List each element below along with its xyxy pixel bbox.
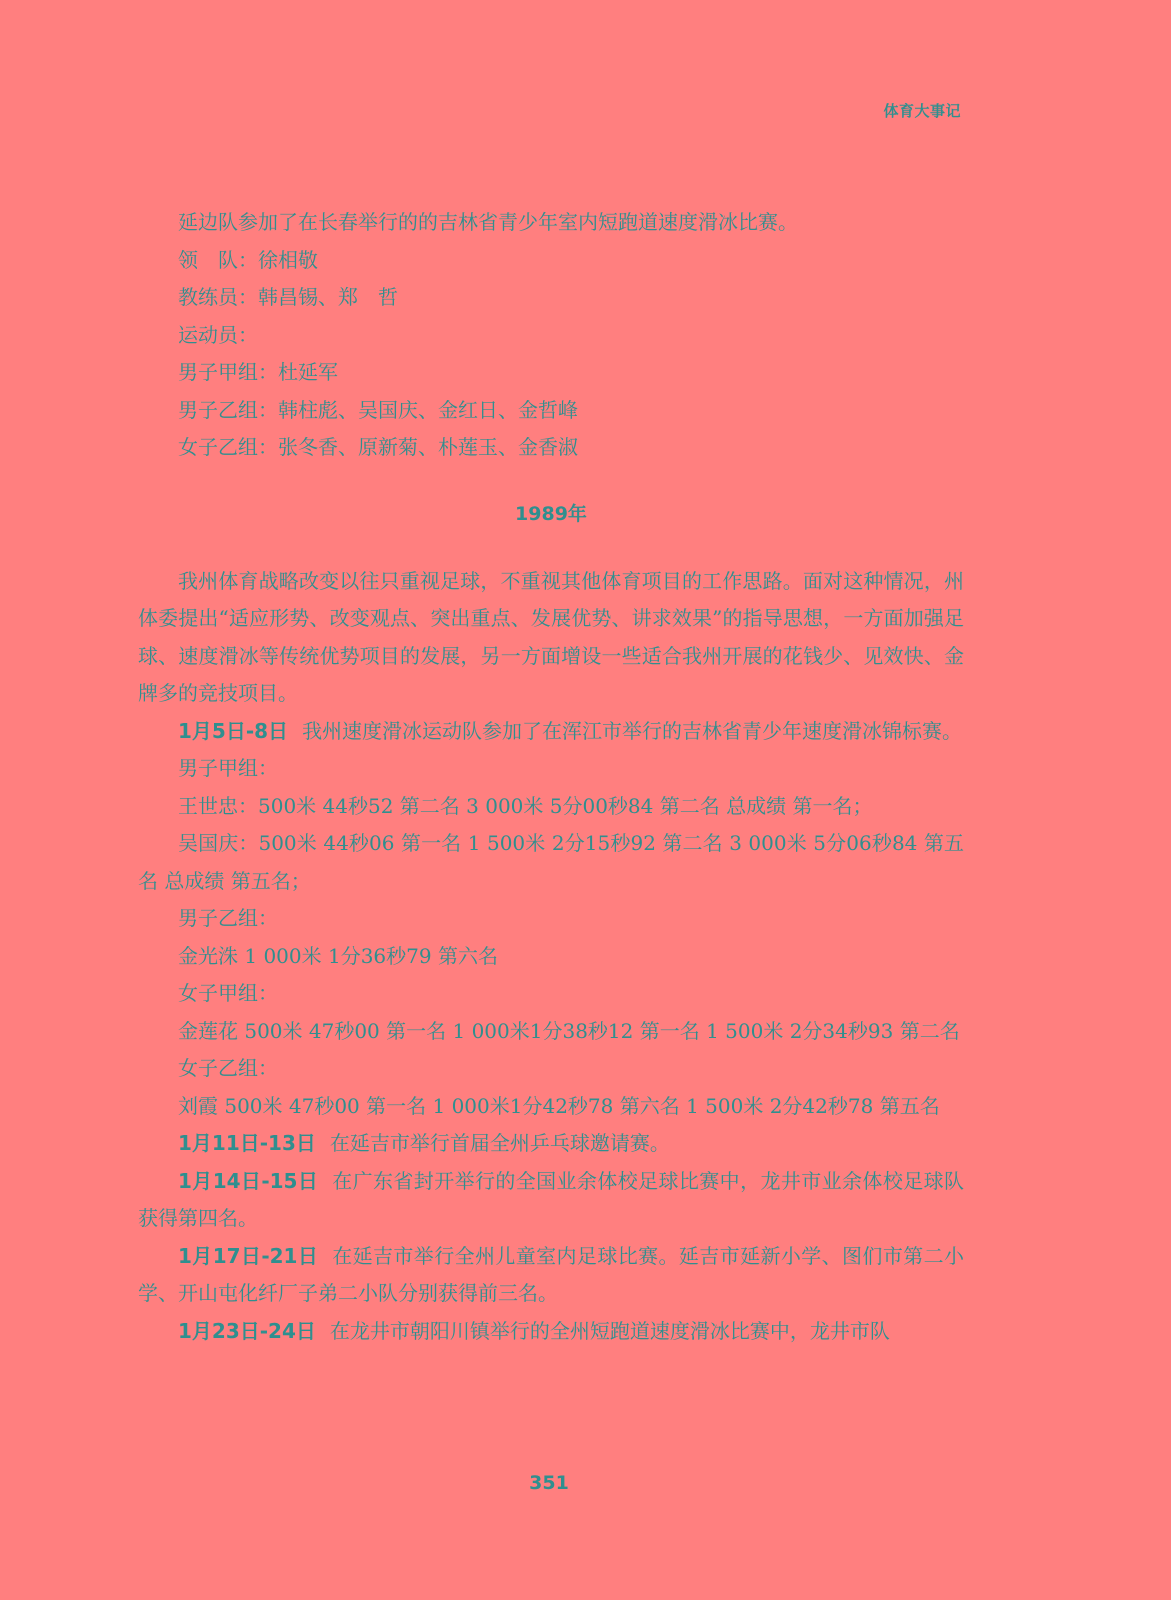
- event-paragraph: [138, 1238, 964, 1313]
- event-text: 我州速度滑冰运动队参加了在浑江市举行的吉林省青少年速度滑冰锦标赛。: [302, 718, 963, 743]
- event-text: 在广东省封开举行的全国业余体校足球比赛中，龙井市业余体校足球队获得第四名。: [138, 1168, 964, 1230]
- event-date: 1月11日-13日: [178, 1131, 316, 1155]
- intro-paragraph: 我州体育战略改变以往只重视足球，不重视其他体育项目的工作思路。面对这种情况，州体委提出“适应形势、改变观点、突出重点、发展优势、讲求效果”的指导思想，一方面加强足球、速度滑冰等传统优势项目的发展，另一方面增设一些适合我州开展的花钱少、见效快、金牌多的竞技项目。: [138, 568, 964, 705]
- event-paragraph: [138, 1313, 964, 1351]
- year-heading: 1989年: [515, 502, 587, 525]
- result-line: 男子甲组：: [178, 756, 278, 780]
- paragraph: 男子甲组：杜延军: [178, 360, 338, 384]
- event-date: 1月23日-24日: [178, 1318, 316, 1343]
- event-date: 1月5日-8日: [178, 718, 289, 743]
- paragraph: 女子乙组：张冬香、原新菊、朴莲玉、金香淑: [178, 435, 578, 459]
- page-content: [138, 204, 964, 1350]
- result-line: 吴国庆：500米 44秒06 第一名 1 500米 2分15秒92 第二名 3 000米 5分06秒84 第五名 总成绩 第五名；: [138, 831, 964, 893]
- result-line: 金光洙 1 000米 1分36秒79 第六名: [178, 943, 498, 968]
- paragraph: 教练员：韩昌锡、郑 哲: [178, 285, 398, 309]
- result-line: 女子乙组：: [178, 1056, 278, 1080]
- event-paragraph: [138, 1163, 964, 1238]
- result-line: 金莲花 500米 47秒00 第一名 1 000米1分38秒12 第一名 1 500米 2分34秒93 第二名: [178, 1018, 960, 1043]
- running-header: 体育大事记: [883, 102, 961, 120]
- paragraph: 运动员：: [178, 322, 258, 347]
- page-number: 351: [529, 1472, 569, 1494]
- event-date: 1月14日-15日: [178, 1168, 319, 1193]
- paragraph: 延边队参加了在长春举行的的吉林省青少年室内短跑道速度滑冰比赛。: [178, 210, 798, 234]
- result-line: 刘霞 500米 47秒00 第一名 1 000米1分42秒78 第六名 1 500米 2分42秒78 第五名: [178, 1093, 940, 1118]
- event-text: 在延吉市举行首届全州乒乓球邀请赛。: [329, 1131, 670, 1155]
- paragraph: 领 队：徐相敬: [178, 247, 318, 272]
- event-paragraph: [138, 713, 964, 751]
- event-text: 在龙井市朝阳川镇举行的全州短跑道速度滑冰比赛中，龙井市队: [329, 1318, 890, 1343]
- result-line: 王世忠：500米 44秒52 第二名 3 000米 5分00秒84 第二名 总成绩 第一名；: [178, 793, 873, 818]
- event-text: 在延吉市举行全州儿童室内足球比赛。延吉市延新小学、图们市第二小学、开山屯化纤厂子弟二小队分别获得前三名。: [138, 1243, 964, 1305]
- event-paragraph: [138, 1125, 964, 1163]
- paragraph: 男子乙组：韩柱彪、吴国庆、金红日、金哲峰: [178, 397, 578, 422]
- result-line: 女子甲组：: [178, 981, 278, 1005]
- event-date: 1月17日-21日: [178, 1243, 319, 1268]
- result-line: 男子乙组：: [178, 906, 278, 930]
